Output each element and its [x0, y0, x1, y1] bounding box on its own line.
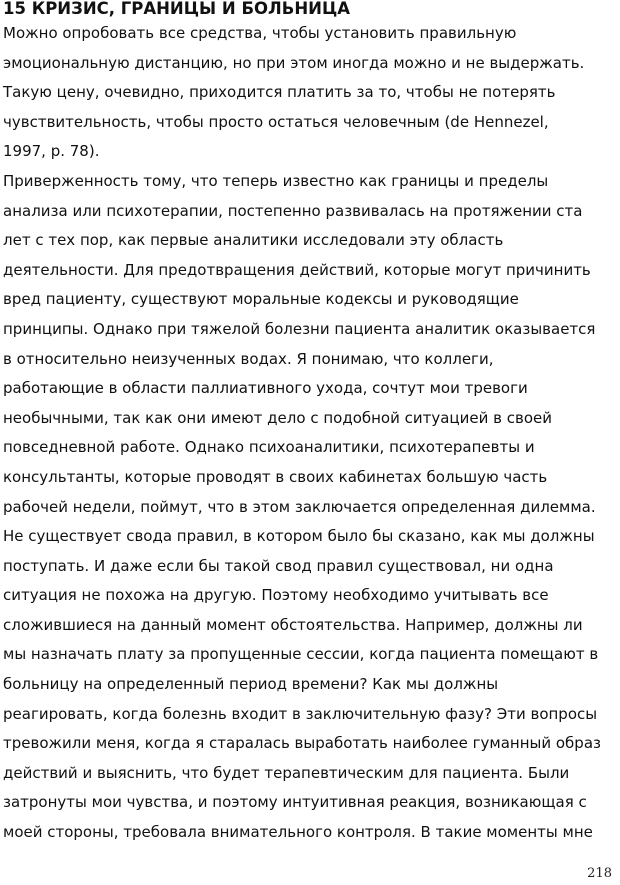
text-line: моей стороны, требовала внимательного контроля. В такие моменты мне	[3, 823, 593, 842]
text-line: в относительно неизученных водах. Я понимаю, что коллеги,	[3, 349, 494, 368]
text-line: мы назначать плату за пропущенные сессии, когда пациента помещают в	[3, 645, 599, 664]
text-line: Не существует свода правил, в котором было бы сказано, как мы должны	[3, 527, 595, 546]
text-line: ситуация не похожа на другую. Поэтому необходимо учитывать все	[3, 586, 549, 605]
text-line: работающие в области паллиативного ухода, сочтут мои тревоги	[3, 379, 528, 398]
text-line: эмоциональную дистанцию, но при этом иногда можно и не выдержать.	[3, 53, 585, 72]
text-line: лет с тех пор, как первые аналитики исследовали эту область	[3, 231, 504, 250]
text-line: деятельности. Для предотвращения действий, которые могут причинить	[3, 260, 591, 279]
text-line: Такую цену, очевидно, приходится платить за то, чтобы не потерять	[3, 83, 556, 102]
text-line: необычными, так как они имеют дело с подобной ситуацией в своей	[3, 408, 552, 427]
text-line: чувствительность, чтобы просто остаться человечным (de Hennezel,	[3, 112, 549, 131]
text-line: анализа или психотерапии, постепенно развивалась на протяжении ста	[3, 201, 583, 220]
chapter-heading: 15 КРИЗИС, ГРАНИЦЫ И БОЛЬНИЦА	[3, 0, 351, 18]
text-line: вред пациенту, существуют моральные кодексы и руководящие	[3, 290, 519, 309]
text-line: действий и выяснить, что будет терапевтическим для пациента. Были	[3, 763, 570, 782]
text-line: консультанты, которые проводят в своих кабинетах большую часть	[3, 467, 548, 486]
text-line: затронуты мои чувства, и поэтому интуитивная реакция, возникающая с	[3, 793, 587, 812]
text-line: Приверженность тому, что теперь известно как границы и пределы	[3, 171, 549, 190]
body-text	[3, 19, 617, 848]
text-line: повседневной работе. Однако психоаналитики, психотерапевты и	[3, 438, 535, 457]
text-line: поступать. И даже если бы такой свод правил существовал, ни одна	[3, 556, 554, 575]
page-number: 218	[587, 866, 612, 881]
text-line: сложившиеся на данный момент обстоятельства. Например, должны ли	[3, 615, 583, 634]
text-line: принципы. Однако при тяжелой болезни пациента аналитик оказывается	[3, 319, 596, 338]
text-line: реагировать, когда болезнь входит в заключительную фазу? Эти вопросы	[3, 704, 598, 723]
text-line: 1997, p. 78).	[3, 142, 100, 161]
text-line: больницу на определенный период времени? Как мы должны	[3, 675, 499, 694]
text-line: Можно опробовать все средства, чтобы установить правильную	[3, 24, 517, 42]
text-line: рабочей недели, поймут, что в этом заключается определенная дилемма.	[3, 497, 596, 516]
text-line: тревожили меня, когда я старалась выработать наиболее гуманный образ	[3, 734, 601, 753]
